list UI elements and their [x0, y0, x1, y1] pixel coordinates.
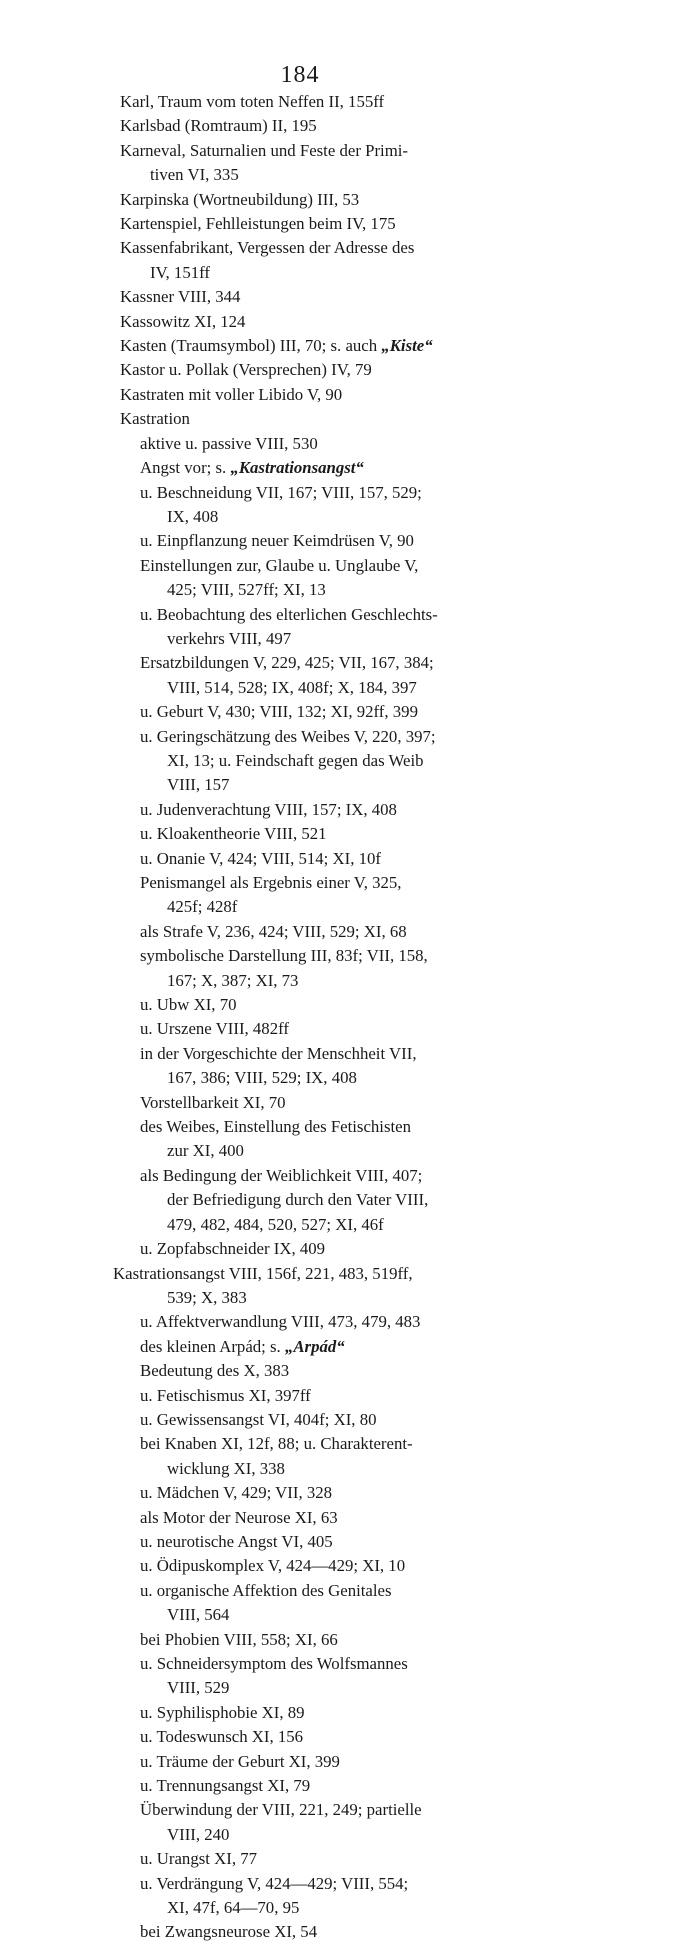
index-entry-text: u. Ubw XI, 70 [140, 995, 237, 1015]
index-entry [0, 1481, 697, 1505]
index-entry-text: als Motor der Neurose XI, 63 [140, 1507, 338, 1527]
index-entry-text: Ersatzbildungen V, 229, 425; VII, 167, 384; [140, 653, 434, 673]
index-entry [0, 871, 697, 895]
index-entry-text: u. Trennungsangst XI, 79 [140, 1776, 311, 1796]
index-entry [0, 1213, 697, 1237]
index-entry [0, 1579, 697, 1603]
index-entry-text: tiven VI, 335 [150, 165, 239, 185]
index-entry [0, 651, 697, 675]
index-entry-text: wicklung XI, 338 [167, 1458, 285, 1478]
index-entry [0, 1115, 697, 1139]
index-entry-text: Kasten (Traumsymbol) III, 70; s. auch [120, 336, 378, 356]
index-entry-text: Penismangel als Ergebnis einer V, 325, [140, 873, 402, 892]
page-number: 184 [280, 62, 320, 88]
index-entry [0, 1872, 697, 1896]
index-entry-text: 425; VIII, 527ff; XI, 13 [167, 580, 326, 600]
index-entry-text: VIII, 240 [167, 1824, 230, 1844]
index-entry [0, 1896, 697, 1920]
index-entry-text: symbolische Darstellung III, 83f; VII, 158, [140, 946, 428, 966]
index-entry [0, 1262, 697, 1286]
index-entry-text: bei Knaben XI, 12f, 88; u. Charakterent- [140, 1434, 413, 1454]
index-entry [0, 1017, 697, 1041]
index-entry [0, 700, 697, 724]
index-entry-text: Einstellungen zur, Glaube u. Unglaube V, [140, 555, 419, 575]
index-entry-text: u. organische Affektion des Genitales [140, 1580, 392, 1600]
index-entry [0, 310, 697, 334]
index-entry-text: 167, 386; VIII, 529; IX, 408 [167, 1068, 357, 1088]
index-entry-text: u. Schneidersymptom des Wolfsmannes [140, 1654, 408, 1673]
index-entry-text: Kastraten mit voller Libido V, 90 [120, 384, 343, 404]
index-entry [0, 847, 697, 871]
index-entry [0, 1676, 697, 1700]
index-entry [0, 1920, 697, 1944]
index-entry [0, 1603, 697, 1627]
index-entry-text: IV, 151ff [150, 262, 210, 282]
index-entry [0, 895, 697, 919]
index-entry [0, 1847, 697, 1871]
index-entry [0, 212, 697, 236]
index-entry [0, 676, 697, 700]
index-entry [0, 1164, 697, 1188]
index-entry [0, 481, 697, 505]
index-entry-text: 425f; 428f [167, 897, 238, 917]
index-entry-text: Karneval, Saturnalien und Feste der Primi- [120, 140, 409, 160]
index-entry-text: XI, 13; u. Feindschaft gegen das Weib [167, 750, 424, 770]
index-entry-text: u. Todeswunsch XI, 156 [140, 1727, 304, 1747]
index-entry [0, 822, 697, 846]
index-entry [0, 578, 697, 602]
index-entry [0, 749, 697, 773]
index-entry-text: VIII, 514, 528; IX, 408f; X, 184, 397 [167, 677, 417, 697]
index-entry-text: IX, 408 [167, 506, 219, 526]
index-entry-text: u. Judenverachtung VIII, 157; IX, 408 [140, 799, 397, 819]
index-entry [0, 773, 697, 797]
cross-reference: „Kastrationsangst“ [230, 458, 364, 478]
index-entry-text: Karl, Traum vom toten Neffen II, 155ff [120, 92, 385, 111]
index-entry-text: 539; X, 383 [167, 1287, 247, 1307]
index-entry [0, 1237, 697, 1261]
index-entry [0, 114, 697, 138]
index-entry [0, 1432, 697, 1456]
cross-reference: „Kiste“ [381, 336, 433, 356]
index-entry-text: u. Verdrängung V, 424—429; VIII, 554; [140, 1873, 409, 1893]
index-entry-text: der Befriedigung durch den Vater VIII, [167, 1190, 429, 1210]
index-entry-text: 479, 482, 484, 520, 527; XI, 46f [167, 1214, 384, 1234]
index-entry [0, 285, 697, 309]
index-entry [0, 920, 697, 944]
index-entry-text: Kastrationsangst VIII, 156f, 221, 483, 519ff, [113, 1263, 413, 1283]
index-entry [0, 1530, 697, 1554]
index-entry-text: als Strafe V, 236, 424; VIII, 529; XI, 68 [140, 921, 407, 941]
index-entry [0, 1823, 697, 1847]
index-entry-text: bei Phobien VIII, 558; XI, 66 [140, 1629, 338, 1649]
index-entry [0, 358, 697, 382]
index-entry [0, 1335, 697, 1359]
index-entry [0, 261, 697, 285]
cross-reference: „Arpád“ [284, 1336, 345, 1356]
index-entry-text: u. Affektverwandlung VIII, 473, 479, 483 [140, 1312, 421, 1332]
index-entry [0, 1750, 697, 1774]
index-entry-text: Kartenspiel, Fehlleistungen beim IV, 175 [120, 214, 396, 234]
index-entry [0, 1506, 697, 1530]
index-entry-text: u. Beobachtung des elterlichen Geschlechts- [140, 604, 438, 624]
index-entry [0, 969, 697, 993]
index-entry [0, 529, 697, 553]
index-entry-text: Karlsbad (Romtraum) II, 195 [120, 116, 317, 136]
index-entry [0, 1457, 697, 1481]
index-entry [0, 236, 697, 260]
index-entry [0, 407, 697, 431]
index-entry-text: u. Träume der Geburt XI, 399 [140, 1751, 340, 1771]
index-entry [0, 1798, 697, 1822]
index-entry [0, 1042, 697, 1066]
index-entry-text: VIII, 564 [167, 1605, 230, 1625]
index-entry [0, 1310, 697, 1334]
index-entry-text: u. Geburt V, 430; VIII, 132; XI, 92ff, 399 [140, 702, 418, 722]
index-entry-text: u. Gewissensangst VI, 404f; XI, 80 [140, 1409, 377, 1429]
index-entry [0, 90, 697, 114]
index-entry [0, 383, 697, 407]
index-entry-text: Karpinska (Wortneubildung) III, 53 [120, 189, 360, 209]
index-entry-text: aktive u. passive VIII, 530 [140, 433, 318, 453]
index-entry [0, 1139, 697, 1163]
index-entry-text: u. Mädchen V, 429; VII, 328 [140, 1483, 333, 1503]
index-entry-text: VIII, 529 [167, 1678, 230, 1698]
index-entry-text: u. neurotische Angst VI, 405 [140, 1531, 333, 1551]
index-entry-text: des kleinen Arpád; s. [140, 1336, 281, 1356]
index-entry-text: u. Kloakentheorie VIII, 521 [140, 824, 327, 844]
index-entry [0, 944, 697, 968]
index-entry-text: XI, 47f, 64—70, 95 [167, 1898, 300, 1918]
index-entry-text: Angst vor; s. [140, 458, 227, 478]
index-entry-text: u. Urangst XI, 77 [140, 1849, 257, 1869]
index-entry [0, 456, 697, 480]
index-entry [0, 1286, 697, 1310]
index-entry-text: Vorstellbarkeit XI, 70 [140, 1092, 286, 1112]
index-entry-text: Kassenfabrikant, Vergessen der Adresse des [120, 238, 415, 258]
index-entry-text: Kastration [120, 409, 190, 429]
index-entry-text: bei Zwangsneurose XI, 54 [140, 1922, 318, 1942]
index-entry [0, 1359, 697, 1383]
index-entry-text: u. Fetischismus XI, 397ff [140, 1385, 311, 1405]
index-entry [0, 554, 697, 578]
index-list [0, 90, 697, 1945]
index-entry-text: Kassner VIII, 344 [120, 287, 241, 307]
index-entry [0, 334, 697, 358]
index-entry-text: als Bedingung der Weiblichkeit VIII, 407; [140, 1165, 423, 1185]
index-entry-text: des Weibes, Einstellung des Fetischisten [140, 1117, 411, 1137]
index-entry-text: u. Zopfabschneider IX, 409 [140, 1239, 326, 1259]
index-entry [0, 1554, 697, 1578]
index-entry-text: u. Syphilisphobie XI, 89 [140, 1702, 305, 1722]
index-entry-text: in der Vorgeschichte der Menschheit VII, [140, 1043, 417, 1063]
index-entry-text: VIII, 157 [167, 775, 230, 795]
index-entry [0, 1701, 697, 1725]
index-entry-text: u. Onanie V, 424; VIII, 514; XI, 10f [140, 848, 381, 868]
index-entry-text: Kassowitz XI, 124 [120, 311, 246, 331]
index-entry [0, 163, 697, 187]
index-entry [0, 505, 697, 529]
index-entry-text: 167; X, 387; XI, 73 [167, 970, 299, 990]
index-entry-text: u. Beschneidung VII, 167; VIII, 157, 529; [140, 482, 422, 502]
index-entry-text: Überwindung der VIII, 221, 249; partielle [140, 1800, 422, 1820]
index-entry [0, 432, 697, 456]
index-entry-text: Bedeutung des X, 383 [140, 1361, 290, 1381]
index-entry [0, 139, 697, 163]
index-entry-text: verkehrs VIII, 497 [167, 628, 292, 648]
index-entry-text: u. Ödipuskomplex V, 424—429; XI, 10 [140, 1556, 406, 1576]
index-entry-text: zur XI, 400 [167, 1141, 244, 1161]
index-entry [0, 1628, 697, 1652]
index-entry-text: u. Einpflanzung neuer Keimdrüsen V, 90 [140, 531, 414, 551]
index-entry [0, 798, 697, 822]
index-entry [0, 993, 697, 1017]
index-entry-text: u. Geringschätzung des Weibes V, 220, 397; [140, 726, 436, 746]
index-entry [0, 627, 697, 651]
index-entry [0, 1188, 697, 1212]
index-entry [0, 1091, 697, 1115]
index-entry [0, 1774, 697, 1798]
index-entry [0, 725, 697, 749]
index-entry [0, 1652, 697, 1676]
index-entry [0, 603, 697, 627]
index-entry [0, 1408, 697, 1432]
index-entry-text: Kastor u. Pollak (Versprechen) IV, 79 [120, 360, 372, 380]
index-entry-text: u. Urszene VIII, 482ff [140, 1019, 289, 1039]
index-entry [0, 1725, 697, 1749]
index-entry [0, 188, 697, 212]
index-entry [0, 1384, 697, 1408]
index-entry [0, 1066, 697, 1090]
